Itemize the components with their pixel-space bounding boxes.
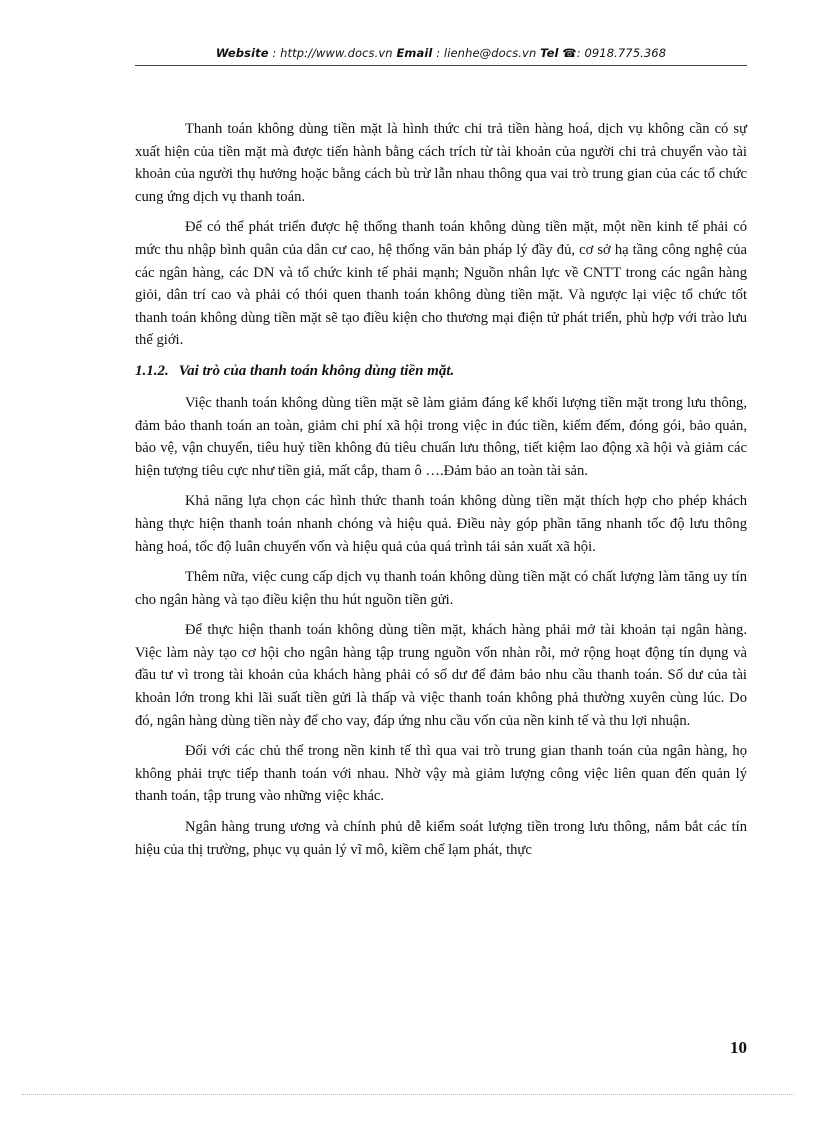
footer-divider	[22, 1094, 794, 1095]
page-number: 10	[730, 1038, 747, 1057]
paragraph: Việc thanh toán không dùng tiền mặt sẽ làm giảm đáng kể khối lượng tiền mặt trong lưu thông, đảm bảo thanh toán an toàn, giảm chi phí xã hội trong việc in đúc tiền, kiểm đếm, đóng gói, bảo quản, bảo vệ, vận chuyển, tiêu huỷ tiền không đủ tiêu chuẩn lưu thông, tiết kiệm lao động xã hội và giảm các hiện tượng tiêu cực như tiền giả, mất cắp, tham ô ….Đảm bảo an toàn tài sản.	[135, 394, 747, 479]
paragraph: Để thực hiện thanh toán không dùng tiền mặt, khách hàng phải mở tài khoản tại ngân hàng. Việc làm này tạo cơ hội cho ngân hàng tập trung nguồn vốn nhàn rỗi, mở rộng hoạt động tín dụng và đầu tư vì trong tài khoản của khách hàng phải có số dư để đảm bảo nhu cầu thanh toán. Số dư của tài khoản lớn trong khi lãi suất tiền gửi là thấp và việc thanh toán không phả thường xuyên cùng lúc. Do đó, ngân hàng dùng tiền này để cho vay, đáp ứng nhu cầu vốn của nền kinh tế và thu lợi nhuận.	[135, 622, 747, 729]
document-body	[135, 118, 747, 869]
email-value: : lienhe@docs.vn	[436, 46, 537, 60]
section-number: 1.1.2.	[135, 362, 169, 379]
paragraph: Đối với các chủ thể trong nền kinh tế thì qua vai trò trung gian thanh toán của ngân hàng, họ không phải trực tiếp thanh toán với nhau. Nhờ vậy mà giảm lượng công việc liên quan đến quản lý thanh toán, tập trung vào những việc khác.	[135, 743, 747, 805]
phone-icon: ☎	[562, 46, 577, 60]
website-label: Website	[215, 46, 269, 60]
paragraph: Ngân hàng trung ương và chính phủ dễ kiểm soát lượng tiền trong lưu thông, nắm bắt các tín hiệu của thị trường, phục vụ quản lý vĩ mô, kiềm chế lạm phát, thực	[135, 819, 747, 858]
header-divider	[135, 65, 747, 66]
page-header	[135, 46, 747, 60]
tel-value: : 0918.775.368	[576, 46, 667, 60]
paragraph: Khả năng lựa chọn các hình thức thanh toán không dùng tiền mặt thích hợp cho phép khách hàng thực hiện thanh toán nhanh chóng và hiệu quả. Điều này góp phần tăng nhanh tốc độ lưu thông hàng hoá, tốc độ luân chuyển vốn và hiệu quả của quá trình tái sản xuất xã hội.	[135, 493, 747, 555]
section-heading	[135, 360, 747, 382]
paragraph: Để có thể phát triển được hệ thống thanh toán không dùng tiền mặt, một nền kinh tế phải có mức thu nhập bình quân của dân cư cao, hệ thống văn bản pháp lý đầy đủ, cơ sở hạ tầng công nghệ của các ngân hàng, các DN và tổ chức kinh tế phải mạnh; Nguồn nhân lực về CNTT trong các ngân hàng giỏi, dân trí cao và phải có thói quen thanh toán không dùng tiền mặt. Và ngược lại việc tổ chức tốt thanh toán không dùng tiền mặt sẽ tạo điều kiện cho thương mại điện tử phát triển, phù hợp với trào lưu thế giới.	[135, 219, 747, 349]
paragraph: Thêm nữa, việc cung cấp dịch vụ thanh toán không dùng tiền mặt có chất lượng làm tăng uy tín cho ngân hàng và tạo điều kiện thu hút nguồn tiền gửi.	[135, 569, 747, 608]
tel-label: Tel	[540, 46, 559, 60]
email-label: Email	[396, 46, 433, 60]
section-title: Vai trò của thanh toán không dùng tiền mặt.	[178, 362, 455, 379]
website-value: : http://www.docs.vn	[272, 46, 393, 60]
paragraph: Thanh toán không dùng tiền mặt là hình thức chi trả tiền hàng hoá, dịch vụ không cần có sự xuất hiện của tiền mặt mà được tiến hành bằng cách trích từ tài khoản của người chi trả chuyển vào tài khoản của người thụ hưởng hoặc bằng cách bù trừ lẫn nhau thông qua vai trò trung gian của các tổ chức cung ứng dịch vụ thanh toán.	[135, 121, 747, 205]
